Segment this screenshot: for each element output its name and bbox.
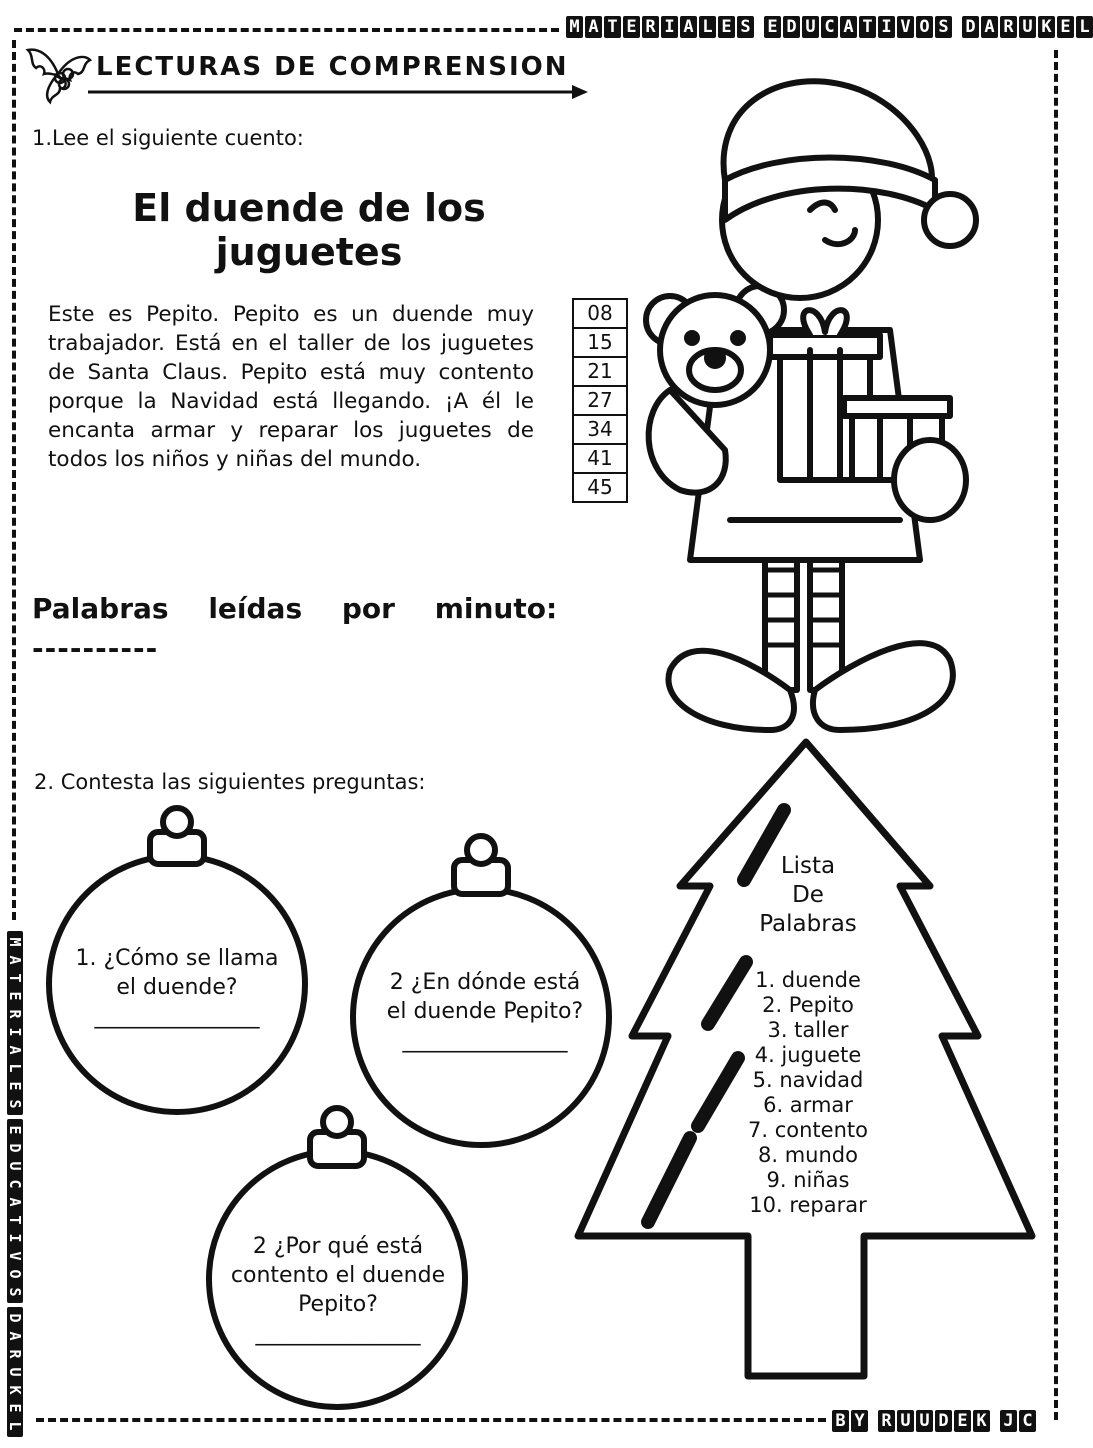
brand-top-letter: M [566, 16, 583, 38]
word-list-item: 7. contento [748, 1118, 868, 1142]
word-count-cell: 41 [574, 445, 626, 474]
brand-side-letter: A [7, 1039, 23, 1061]
brand-banner-side [4, 934, 26, 1434]
credit-letter: K [973, 1410, 990, 1432]
credit-letter [992, 1410, 998, 1432]
instruction-answer: 2. Contesta las siguientes preguntas: [34, 770, 426, 794]
question-1 [70, 944, 284, 1031]
word-list-item: 3. taller [767, 1018, 849, 1042]
brand-side-letter: D [7, 1307, 23, 1329]
question-1-answer-line[interactable]: _______________ [94, 1004, 260, 1029]
brand-side-letter: T [7, 967, 23, 989]
brand-top-letter: U [1019, 16, 1036, 38]
header-arrow [88, 80, 588, 100]
brand-top-letter: R [1000, 16, 1017, 38]
brand-top-letter [954, 16, 960, 38]
credit-letter [870, 1410, 876, 1432]
brand-side-letter: E [7, 985, 23, 1007]
brand-top-letter: L [1076, 16, 1093, 38]
brand-side-letter: I [7, 1021, 23, 1043]
question-2-text: 2 ¿En dónde está el duende Pepito? [386, 970, 584, 1024]
border-bottom [36, 1418, 826, 1422]
brand-top-letter: S [737, 16, 754, 38]
word-count-cell: 21 [574, 358, 626, 387]
question-2 [380, 968, 590, 1055]
brand-side-letter: C [7, 1173, 23, 1195]
instruction-read: 1.Lee el siguiente cuento: [32, 126, 304, 150]
brand-top-letter: D [783, 16, 800, 38]
word-list-item: 1. duende [755, 968, 861, 992]
story-title-line-1: El duende de los [132, 186, 486, 230]
credit-letter: U [897, 1410, 914, 1432]
question-2-answer-line[interactable]: _______________ [402, 1028, 568, 1053]
word-list-item: 4. juguete [754, 1043, 862, 1067]
brand-top-letter: E [764, 16, 781, 38]
credit-letter: Y [851, 1410, 868, 1432]
brand-side-letter: R [7, 1343, 23, 1365]
brand-side-letter: U [7, 1361, 23, 1383]
credit-letter: B [832, 1410, 849, 1432]
brand-top-letter: L [699, 16, 716, 38]
brand-top-letter: E [1057, 16, 1074, 38]
brand-side-letter: S [7, 1281, 23, 1303]
word-list-item: 5. navidad [752, 1068, 864, 1092]
word-count-cell: 27 [574, 387, 626, 416]
brand-side-letter: I [7, 1227, 23, 1249]
question-3-answer-line[interactable]: _______________ [255, 1321, 421, 1346]
word-count-cell: 08 [574, 300, 626, 329]
question-3 [228, 1232, 448, 1348]
brand-banner-top [566, 16, 1093, 38]
word-list-item: 9. niñas [766, 1168, 850, 1192]
brand-top-letter: C [821, 16, 838, 38]
brand-side-letter: T [7, 1209, 23, 1231]
brand-top-letter: A [585, 16, 602, 38]
story-text: Este es Pepito. Pepito es un duende muy trabajador. Está en el taller de los juguetes de Santa Claus. Pepito está muy contento porque la Navidad está llegando. ¡A él le encanta armar y reparar los juguetes de todos los niños y niñas del mundo. [48, 302, 534, 472]
brand-top-letter: K [1038, 16, 1055, 38]
question-1-text: 1. ¿Cómo se llama el duende? [75, 946, 279, 1000]
word-count-cell: 34 [574, 416, 626, 445]
brand-side-letter: L [7, 1415, 23, 1437]
brand-side-letter: U [7, 1155, 23, 1177]
brand-top-letter: I [661, 16, 678, 38]
elf-illustration [630, 50, 990, 750]
brand-side-letter: L [7, 1057, 23, 1079]
brand-top-letter: D [962, 16, 979, 38]
section-header: LECTURAS DE COMPRENSION [96, 52, 569, 82]
brand-top-letter: O [916, 16, 933, 38]
brand-top-letter: E [718, 16, 735, 38]
credit-letter: R [878, 1410, 895, 1432]
credit-letter: J [1000, 1410, 1017, 1432]
brand-top-letter: V [897, 16, 914, 38]
story-title-line-2: juguetes [215, 230, 403, 274]
holly-icon [20, 34, 96, 106]
brand-side-letter: O [7, 1263, 23, 1285]
word-count-column [572, 298, 628, 503]
word-count-cell: 45 [587, 475, 613, 499]
brand-side-letter: A [7, 1325, 23, 1347]
word-list-title-line: Lista [780, 853, 836, 879]
credit-letter: U [916, 1410, 933, 1432]
brand-side-letter: R [7, 1003, 23, 1025]
word-list-item: 10. reparar [749, 1193, 867, 1217]
brand-top-letter [756, 16, 762, 38]
brand-top-letter: A [840, 16, 857, 38]
brand-side-letter: D [7, 1137, 23, 1159]
border-left [12, 40, 16, 920]
word-list-title-line: De [792, 882, 824, 908]
brand-side-letter: A [7, 949, 23, 971]
brand-top-letter: E [623, 16, 640, 38]
word-list-item: 6. armar [763, 1093, 853, 1117]
brand-top-letter: A [680, 16, 697, 38]
brand-top-letter: S [935, 16, 952, 38]
border-top [14, 28, 559, 32]
brand-top-letter: T [859, 16, 876, 38]
wpm-blank: ---------- [32, 632, 159, 665]
brand-top-letter: I [878, 16, 895, 38]
brand-side-letter: K [7, 1379, 23, 1401]
word-list-title-line: Palabras [759, 911, 857, 937]
brand-side-letter: E [7, 1075, 23, 1097]
brand-side-letter: S [7, 1093, 23, 1115]
credit-letter: E [954, 1410, 971, 1432]
brand-top-letter: A [981, 16, 998, 38]
brand-side-letter: V [7, 1245, 23, 1267]
brand-side-letter: E [7, 1397, 23, 1419]
credit-letter: C [1019, 1410, 1036, 1432]
brand-top-letter: T [604, 16, 621, 38]
credit-banner [832, 1410, 1036, 1432]
credit-letter: D [935, 1410, 952, 1432]
question-3-text: 2 ¿Por qué está contento el duende Pepito? [230, 1234, 446, 1317]
brand-side-letter: M [7, 931, 23, 953]
border-right [1054, 50, 1058, 1420]
word-list-title [708, 852, 908, 939]
brand-top-letter: U [802, 16, 819, 38]
word-list [708, 968, 908, 1218]
brand-side-letter: E [7, 1119, 23, 1141]
word-list-item: 8. mundo [758, 1143, 858, 1167]
brand-top-letter: R [642, 16, 659, 38]
word-count-cell: 15 [574, 329, 626, 358]
story-title [100, 186, 518, 274]
brand-side-letter: A [7, 1191, 23, 1213]
wpm-label: Palabras leídas por minuto: [32, 592, 558, 625]
word-list-item: 2. Pepito [762, 993, 854, 1017]
